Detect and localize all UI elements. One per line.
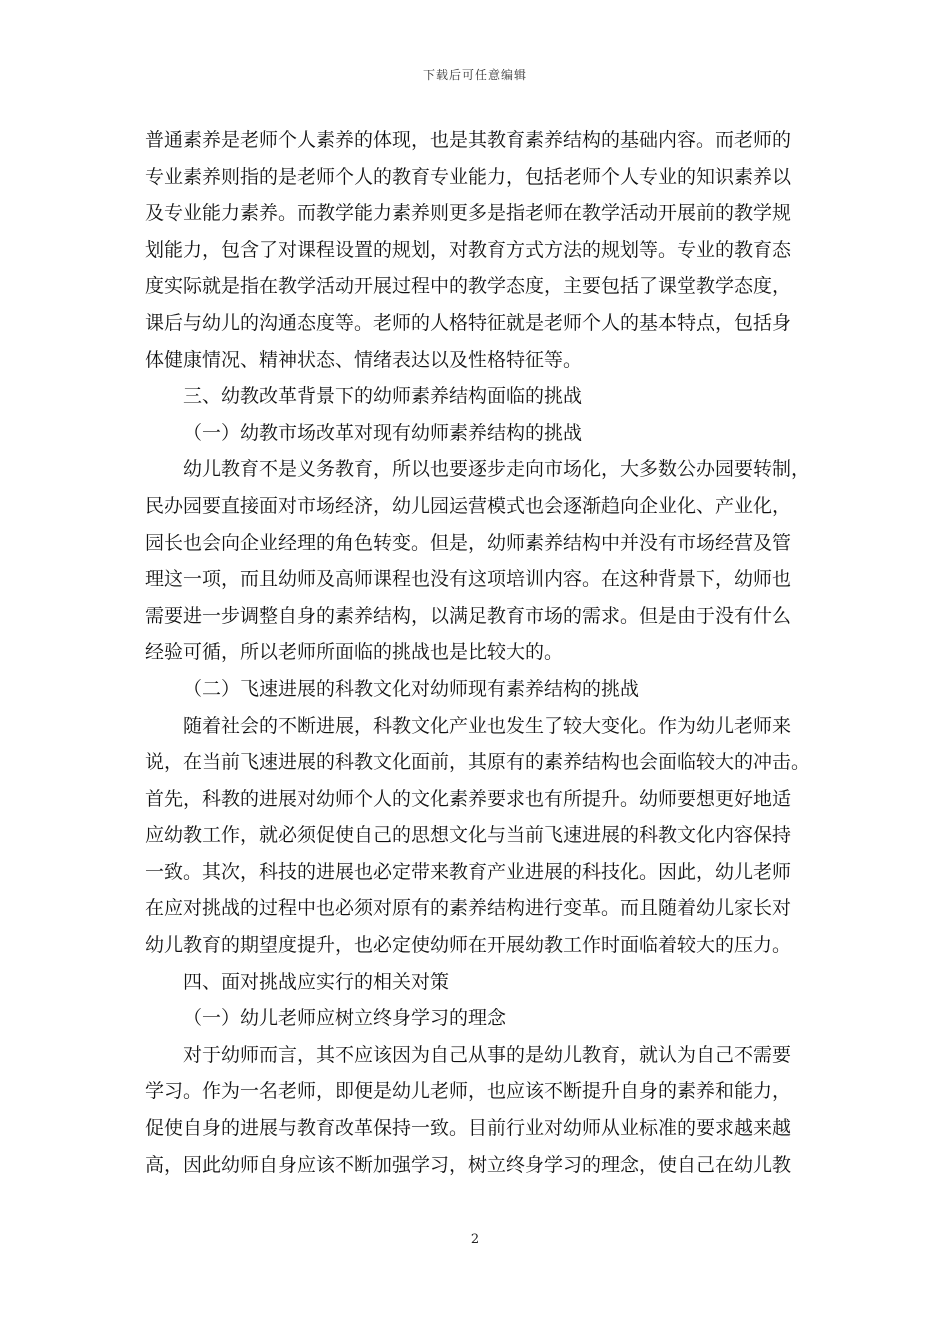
text-line: 需要进一步调整自身的素养结构，以满足教育市场的需求。但是由于没有什么 xyxy=(145,604,792,627)
text-line: 说，在当前飞速进展的科教文化面前，其原有的素养结构也会面临较大的冲击。 xyxy=(145,751,811,774)
text-line: 一致。其次，科技的进展也必定带来教育产业进展的科技化。因此，幼儿老师 xyxy=(145,860,792,883)
text-line: 首先，科教的进展对幼师个人的文化素养要求也有所提升。幼师要想更好地适 xyxy=(145,787,792,810)
text-line: （二）飞速进展的科教文化对幼师现有素养结构的挑战 xyxy=(183,677,640,700)
document-body xyxy=(145,122,817,1183)
text-line: 及专业能力素养。而教学能力素养则更多是指老师在教学活动开展前的教学规 xyxy=(145,202,792,225)
text-line: 体健康情况、精神状态、情绪表达以及性格特征等。 xyxy=(145,348,583,371)
text-line: （一）幼教市场改革对现有幼师素养结构的挑战 xyxy=(183,421,583,444)
text-line: 课后与幼儿的沟通态度等。老师的人格特征就是老师个人的基本特点，包括身 xyxy=(145,311,792,334)
text-line: 三、幼教改革背景下的幼师素养结构面临的挑战 xyxy=(183,385,583,408)
text-line: 学习。作为一名老师，即便是幼儿老师，也应该不断提升自身的素养和能力， xyxy=(145,1080,792,1103)
text-line: 四、面对挑战应实行的相关对策 xyxy=(183,970,450,993)
text-line: 园长也会向企业经理的角色转变。但是，幼师素养结构中并没有市场经营及管 xyxy=(145,531,792,554)
text-line: 促使自身的进展与教育改革保持一致。目前行业对幼师从业标准的要求越来越 xyxy=(145,1117,792,1140)
text-line: 幼儿教育的期望度提升，也必定使幼师在开展幼教工作时面临着较大的压力。 xyxy=(145,934,792,957)
text-line: （一）幼儿老师应树立终身学习的理念 xyxy=(183,1007,507,1030)
text-line: 高，因此幼师自身应该不断加强学习，树立终身学习的理念，使自己在幼儿教 xyxy=(145,1153,792,1176)
text-line: 度实际就是指在教学活动开展过程中的教学态度，主要包括了课堂教学态度， xyxy=(145,275,792,298)
text-line: 划能力，包含了对课程设置的规划，对教育方式方法的规划等。专业的教育态 xyxy=(145,238,792,261)
text-line: 随着社会的不断进展，科教文化产业也发生了较大变化。作为幼儿老师来 xyxy=(183,714,792,737)
page-header: 下载后可任意编辑 xyxy=(422,68,527,82)
text-line: 专业素养则指的是老师个人的教育专业能力，包括老师个人专业的知识素养以 xyxy=(145,165,792,188)
text-line: 幼儿教育不是义务教育，所以也要逐步走向市场化，大多数公办园要转制， xyxy=(183,458,811,481)
text-line: 普通素养是老师个人素养的体现，也是其教育素养结构的基础内容。而老师的 xyxy=(145,129,792,151)
text-line: 理这一项，而且幼师及高师课程也没有这项培训内容。在这种背景下，幼师也 xyxy=(145,568,792,591)
text-line: 经验可循，所以老师所面临的挑战也是比较大的。 xyxy=(145,641,564,664)
text-line: 民办园要直接面对市场经济，幼儿园运营模式也会逐渐趋向企业化、产业化， xyxy=(145,494,792,517)
text-line: 对于幼师而言，其不应该因为自己从事的是幼儿教育，就认为自己不需要 xyxy=(183,1043,792,1066)
page-number: 2 xyxy=(470,1232,480,1247)
text-line: 在应对挑战的过程中也必须对原有的素养结构进行变革。而且随着幼儿家长对 xyxy=(145,897,792,920)
text-line: 应幼教工作，就必须促使自己的思想文化与当前飞速进展的科教文化内容保持 xyxy=(145,824,792,847)
